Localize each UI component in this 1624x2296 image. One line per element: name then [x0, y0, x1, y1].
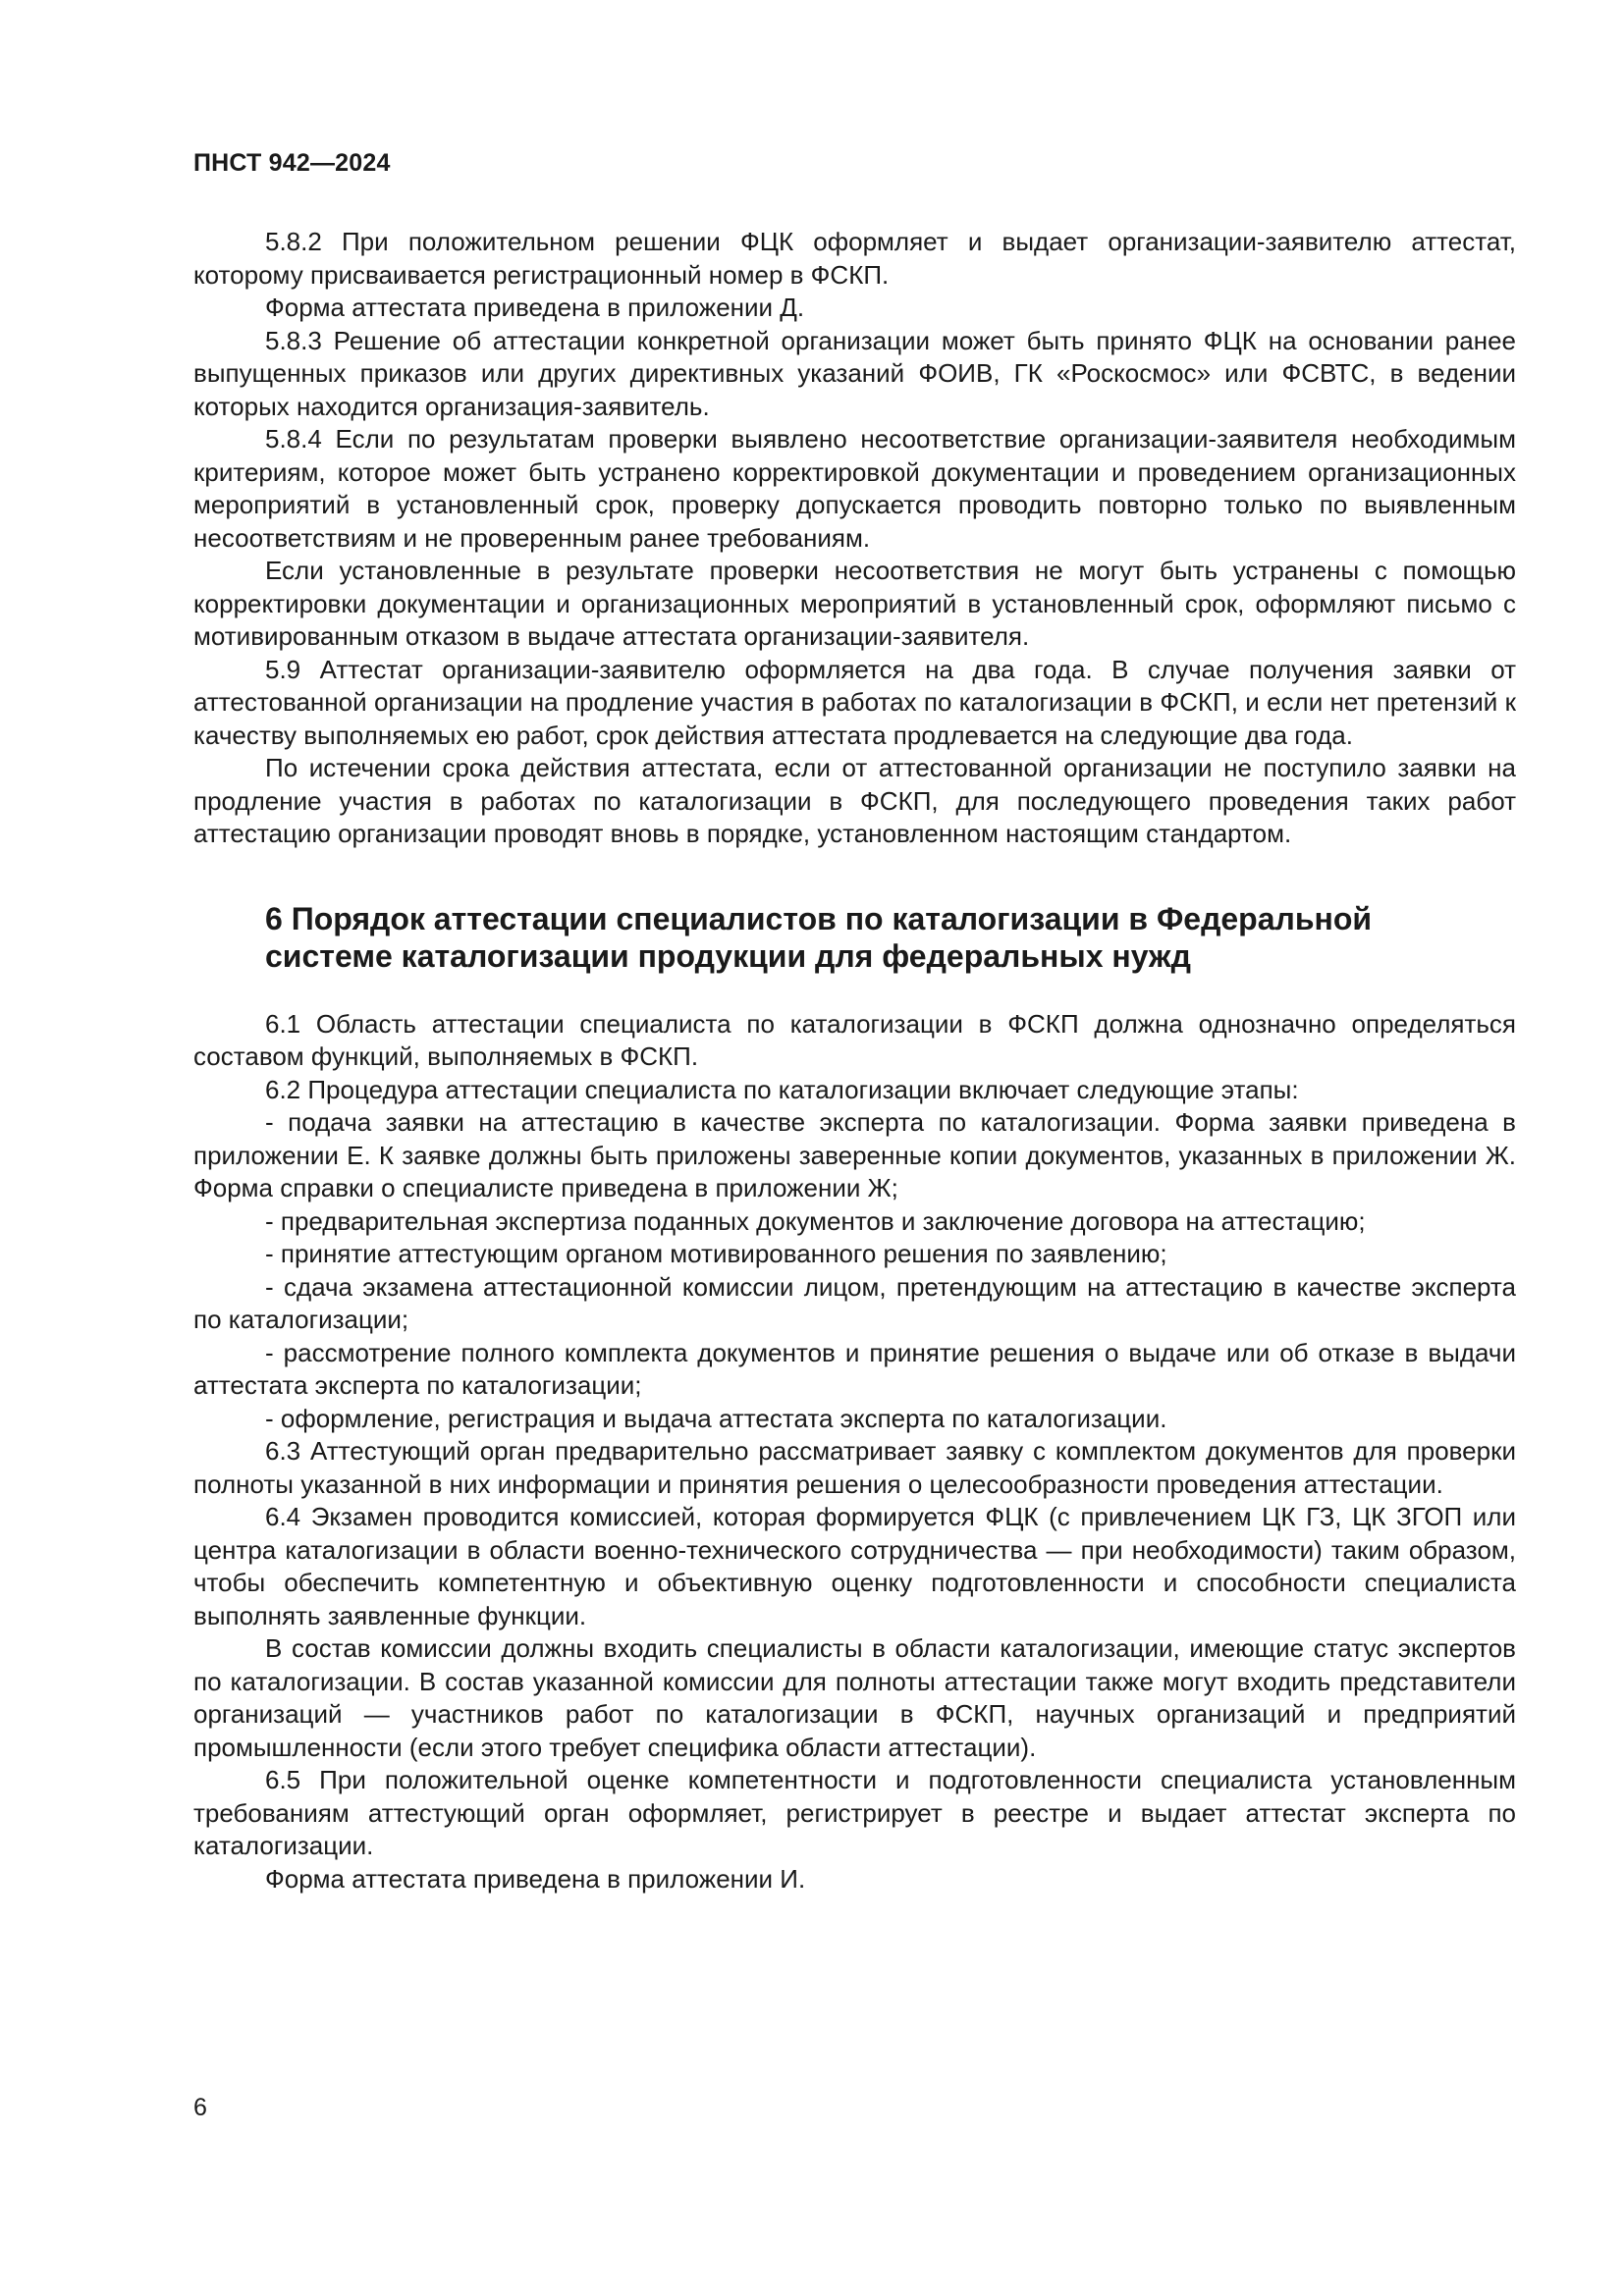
section-heading: 6 Порядок аттестации специалистов по каталогизации в Федеральной системе каталогизации продукции для федеральных нужд — [265, 900, 1373, 974]
paragraph-5-8-4: 5.8.4 Если по результатам проверки выявлено несоответствие организации-заявителя необходимым критериям, которое может быть устранено корректировкой документации и проведением организационных мероприятий в установленный срок, проверку допускается проводить повторно только по выявленным несоответствиям и не проверенным ранее требованиям. — [193, 424, 1516, 553]
paragraph-expiry: По истечении срока действия аттестата, если от аттестованной организации не поступило заявки на продление участия в работах по каталогизации в ФСКП, для последующего проведения таких работ аттестацию организации проводят вновь в порядке, установленном настоящим стандартом. — [193, 753, 1516, 848]
document-body — [193, 226, 1516, 1896]
list-item: - подача заявки на аттестацию в качестве эксперта по каталогизации. Форма заявки приведена в приложении Е. К заявке должны быть приложены заверенные копии документов, указанных в приложении Ж. Форма справки о специалисте приведена в приложении Ж; — [193, 1107, 1516, 1202]
list-item: - оформление, регистрация и выдача аттестата эксперта по каталогизации. — [265, 1403, 1167, 1433]
paragraph-6-1: 6.1 Область аттестации специалиста по каталогизации в ФСКП должна однозначно определяться составом функций, выполняемых в ФСКП. — [193, 1008, 1516, 1071]
paragraph-5-8-3: 5.8.3 Решение об аттестации конкретной организации может быть принято ФЦК на основании ранее выпущенных приказов или других директивных указаний ФОИВ, ГК «Роскосмос» или ФСВТС, в ведении которых находится организация-заявитель. — [193, 325, 1516, 421]
paragraph-form-i: Форма аттестата приведена в приложении И. — [265, 1863, 806, 1894]
paragraph-6-2: 6.2 Процедура аттестации специалиста по каталогизации включает следующие этапы: — [265, 1074, 1299, 1104]
list-item: - предварительная экспертиза поданных документов и заключение договора на аттестацию; — [265, 1205, 1366, 1236]
list-item: - принятие аттестующим органом мотивированного решения по заявлению; — [265, 1239, 1167, 1268]
document-code: ПНСТ 942—2024 — [193, 149, 391, 177]
paragraph-form-d: Форма аттестата приведена в приложении Д. — [265, 293, 805, 322]
paragraph-6-4: 6.4 Экзамен проводится комиссией, которая формируется ФЦК (с привлечением ЦК ГЗ, ЦК ЗГОП или центра каталогизации в области военно-технического сотрудничества — при необходимости) таким образом, чтобы обеспечить компетентную и объективную оценку подготовленности и способности специалиста выполнять заявленные функции. — [193, 1502, 1516, 1630]
paragraph-commission: В состав комиссии должны входить специалисты в области каталогизации, имеющие статус экспертов по каталогизации. В состав указанной комиссии для полноты аттестации также могут входить представители организаций — участников работ по каталогизации в ФСКП, научных организаций и предприятий промышленности (если этого требует специфика области аттестации). — [193, 1633, 1516, 1762]
paragraph-nonconformity: Если установленные в результате проверки несоответствия не могут быть устранены с помощью корректировки документации и организационных мероприятий в установленный срок, оформляют письмо с мотивированным отказом в выдаче аттестата организации-заявителя. — [193, 556, 1516, 651]
paragraph-6-3: 6.3 Аттестующий орган предварительно рассматривает заявку с комплектом документов для проверки полноты указанной в них информации и принятия решения о целесообразности проведения аттестации. — [193, 1436, 1516, 1499]
paragraph-6-5: 6.5 При положительной оценке компетентности и подготовленности специалиста установленным требованиям аттестующий орган оформляет, регистрирует в реестре и выдает аттестат эксперта по каталогизации. — [193, 1765, 1516, 1860]
list-item: - сдача экзамена аттестационной комиссии лицом, претендующим на аттестацию в качестве эксперта по каталогизации; — [193, 1271, 1516, 1334]
list-item: - рассмотрение полного комплекта документов и принятие решения о выдаче или об отказе в выдачи аттестата эксперта по каталогизации; — [193, 1337, 1516, 1400]
page-number: 6 — [193, 2094, 207, 2121]
paragraph-5-9: 5.9 Аттестат организации-заявителю оформляется на два года. В случае получения заявки от аттестованной организации на продление участия в работах по каталогизации в ФСКП, и если нет претензий к качеству выполняемых ею работ, срок действия аттестата продлевается на следующие два года. — [193, 654, 1516, 750]
paragraph-5-8-2: 5.8.2 При положительном решении ФЦК оформляет и выдает организации-заявителю аттестат, которому присваивается регистрационный номер в ФСКП. — [193, 227, 1516, 290]
